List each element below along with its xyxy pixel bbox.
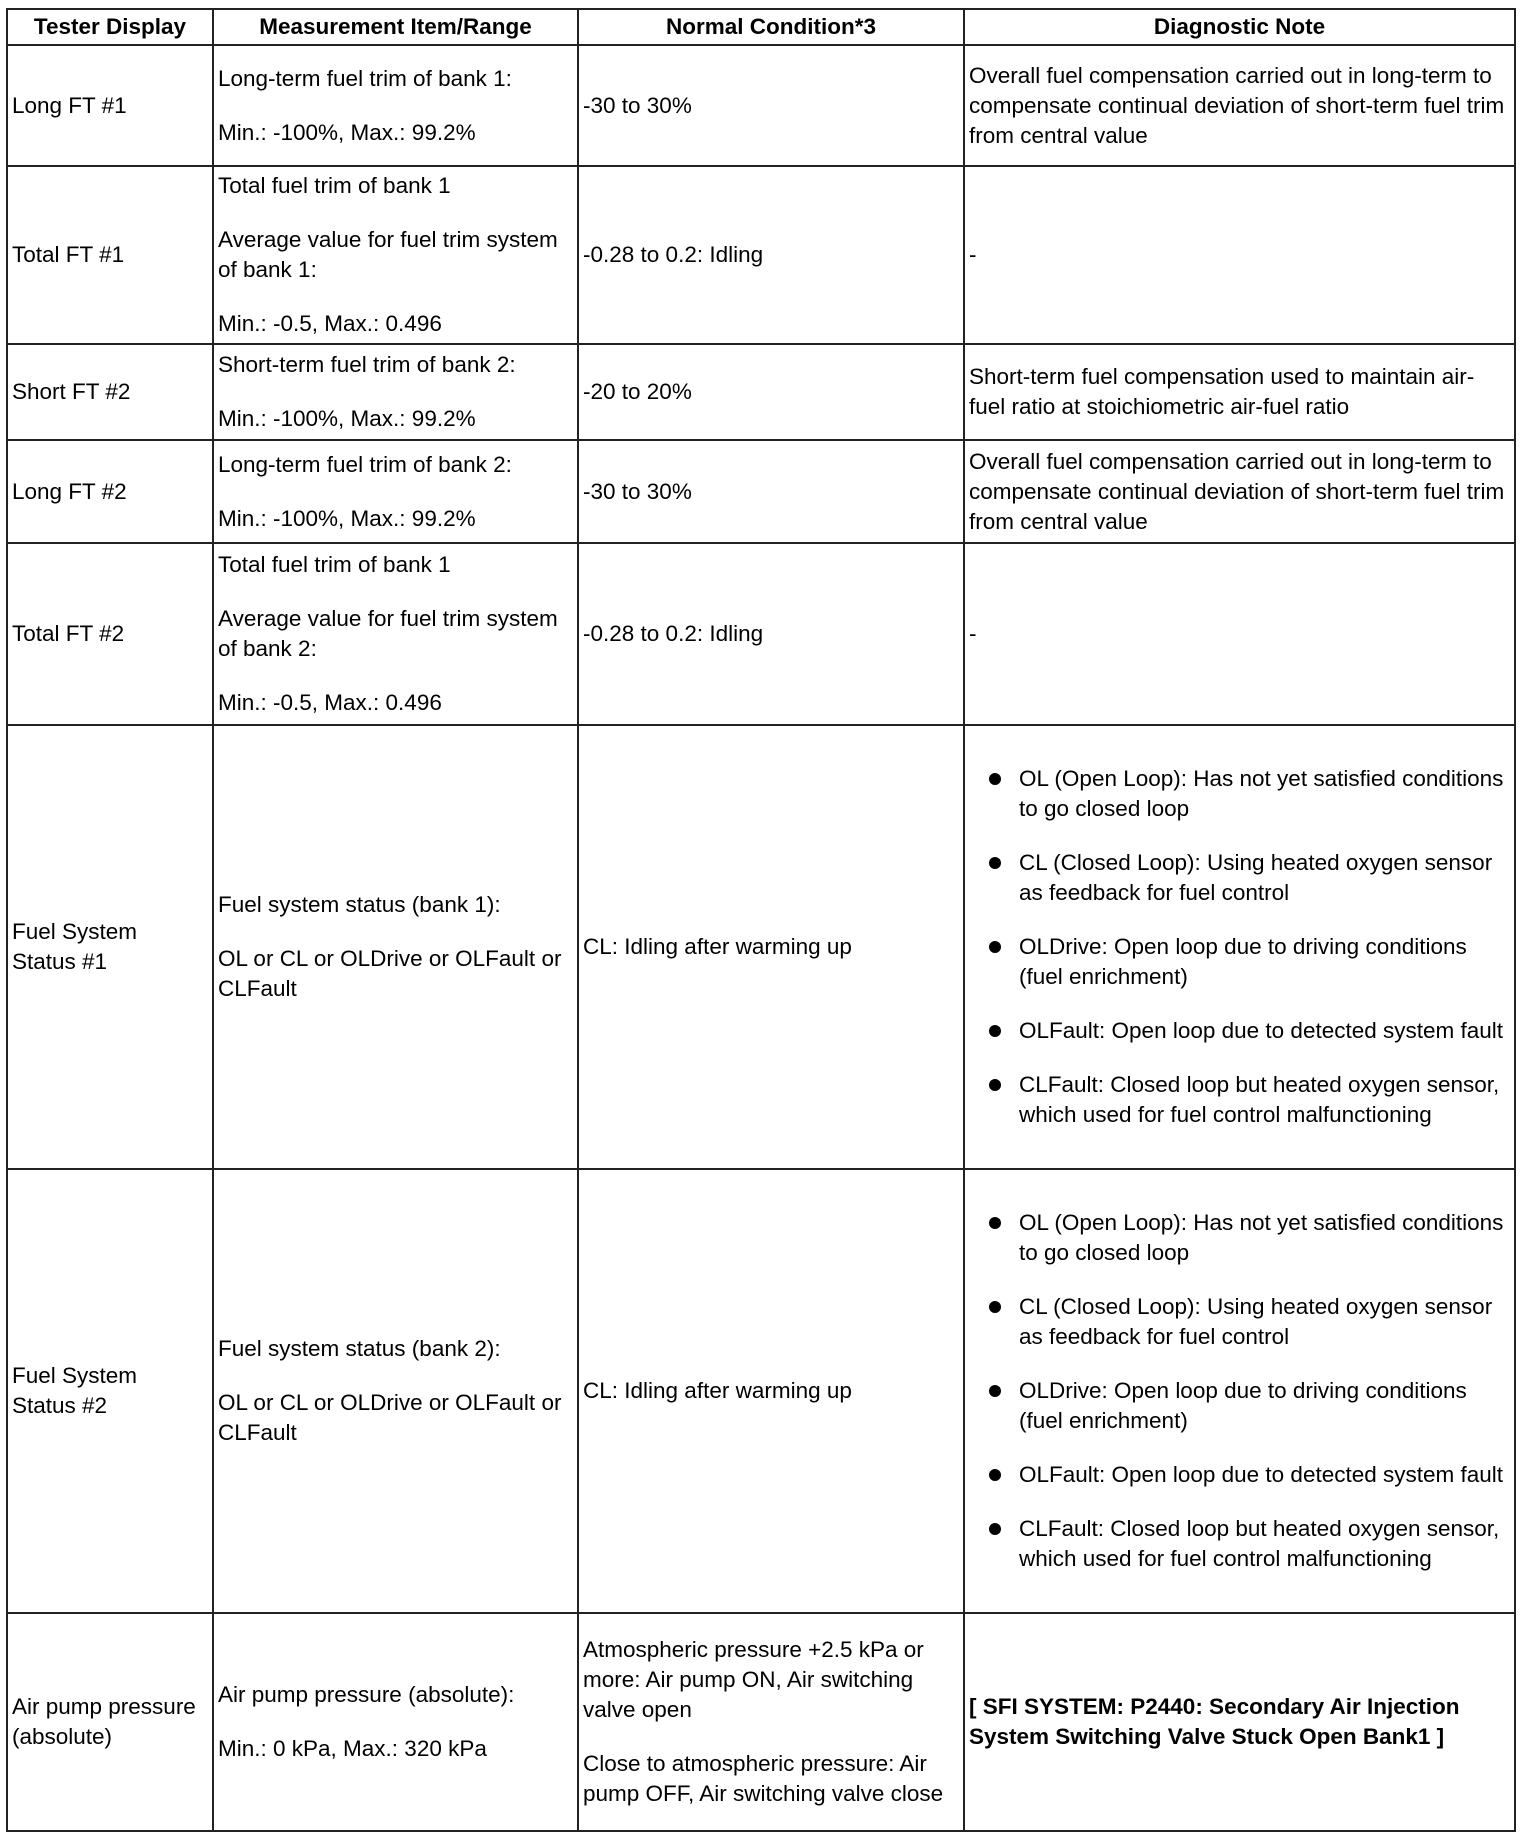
measurement-item-cell: [213, 1169, 578, 1613]
normal-condition-text: Close to atmospheric pressure: Air pump OFF, Air switching valve close: [583, 1751, 944, 1806]
measurement-line: Short-term fuel trim of bank 2:: [218, 352, 516, 377]
normal-condition-cell: [578, 725, 964, 1169]
header-tester-display: Tester Display: [7, 9, 213, 45]
tester-display-cell: Fuel System Status #2: [7, 1169, 213, 1613]
page: [6, 8, 1514, 1832]
list-item: [969, 764, 1509, 824]
normal-condition-text: -0.28 to 0.2: Idling: [583, 242, 764, 267]
diagnostic-note-cell: Overall fuel compensation carried out in long-term to compensate continual deviation of short-term fuel trim from central value: [964, 440, 1515, 543]
measurement-item-cell: [213, 543, 578, 725]
measurement-line: Fuel system status (bank 2):: [218, 1336, 501, 1361]
measurement-item-cell: [213, 440, 578, 543]
list-item: [969, 1292, 1509, 1352]
measurement-line: Min.: -100%, Max.: 99.2%: [218, 119, 476, 145]
list-item: [969, 1460, 1509, 1490]
list-item: [969, 1208, 1509, 1268]
diagnostic-note-cell: Overall fuel compensation carried out in long-term to compensate continual deviation of short-term fuel trim from central value: [964, 45, 1515, 166]
list-item: [969, 1016, 1509, 1046]
table-row: [7, 543, 1515, 725]
normal-condition-cell: [578, 166, 964, 344]
tester-display-cell: Long FT #1: [7, 45, 213, 166]
normal-condition-cell: [578, 1169, 964, 1613]
table-row: [7, 166, 1515, 344]
tester-display-cell: Fuel System Status #1: [7, 725, 213, 1169]
bullet-text: OL (Open Loop): Has not yet satisfied conditions to go closed loop: [1019, 766, 1504, 821]
bullet-text: CLFault: Closed loop but heated oxygen sensor, which used for fuel control malfunctioning: [1019, 1072, 1500, 1127]
bullet-text: OLDrive: Open loop due to driving conditions (fuel enrichment): [1019, 1378, 1467, 1433]
measurement-item-cell: [213, 725, 578, 1169]
bullet-icon: [989, 1523, 1001, 1535]
diagnostic-note-cell: [964, 725, 1515, 1169]
bullet-icon: [989, 941, 1001, 953]
list-item: [969, 1070, 1509, 1130]
table-row: [7, 1613, 1515, 1831]
measurement-line: Fuel system status (bank 1):: [218, 892, 501, 917]
tester-display-cell: Long FT #2: [7, 440, 213, 543]
diagnostic-note-cell: -: [964, 543, 1515, 725]
measurement-line: Average value for fuel trim system of bank 1:: [218, 227, 558, 282]
bullet-icon: [989, 1025, 1001, 1037]
normal-condition-cell: [578, 45, 964, 166]
measurement-line: Min.: -100%, Max.: 99.2%: [218, 406, 476, 431]
normal-condition-cell: [578, 344, 964, 440]
bullet-text: OLFault: Open loop due to detected system fault: [1019, 1018, 1504, 1043]
data-list-table: [6, 8, 1516, 1832]
measurement-line: Min.: -100%, Max.: 99.2%: [218, 505, 476, 531]
normal-condition-cell: [578, 543, 964, 725]
list-item: [969, 1514, 1509, 1574]
bullet-text: OLDrive: Open loop due to driving conditions (fuel enrichment): [1019, 934, 1467, 989]
diagnostic-note-cell: [964, 1169, 1515, 1613]
table-row: [7, 45, 1515, 166]
measurement-line: OL or CL or OLDrive or OLFault or CLFault: [218, 946, 562, 1001]
bullet-icon: [989, 1469, 1001, 1481]
tester-display-cell: Short FT #2: [7, 344, 213, 440]
bullet-icon: [989, 1385, 1001, 1397]
bullet-text: CL (Closed Loop): Using heated oxygen sensor as feedback for fuel control: [1019, 850, 1493, 905]
normal-condition-cell: [578, 1613, 964, 1831]
bullet-text: OLFault: Open loop due to detected system fault: [1019, 1462, 1504, 1487]
bullet-icon: [989, 773, 1001, 785]
normal-condition-text: CL: Idling after warming up: [583, 934, 852, 959]
table-row: [7, 725, 1515, 1169]
normal-condition-text: -30 to 30%: [583, 478, 692, 504]
list-item: [969, 932, 1509, 992]
measurement-item-cell: [213, 1613, 578, 1831]
measurement-line: Long-term fuel trim of bank 1:: [218, 65, 512, 91]
bullet-text: CL (Closed Loop): Using heated oxygen sensor as feedback for fuel control: [1019, 1294, 1493, 1349]
measurement-item-cell: [213, 344, 578, 440]
bullet-text: OL (Open Loop): Has not yet satisfied conditions to go closed loop: [1019, 1210, 1504, 1265]
measurement-line: Total fuel trim of bank 1: [218, 173, 451, 198]
table-row: [7, 1169, 1515, 1613]
list-item: [969, 848, 1509, 908]
list-item: [969, 1376, 1509, 1436]
measurement-line: OL or CL or OLDrive or OLFault or CLFault: [218, 1390, 562, 1445]
diagnostic-bullet-list: [969, 1208, 1509, 1574]
tester-display-cell: Air pump pressure (absolute): [7, 1613, 213, 1831]
tester-display-cell: Total FT #2: [7, 543, 213, 725]
measurement-line: Total fuel trim of bank 1: [218, 552, 451, 577]
bullet-icon: [989, 857, 1001, 869]
tester-display-cell: Total FT #1: [7, 166, 213, 344]
bullet-icon: [989, 1301, 1001, 1313]
measurement-line: Air pump pressure (absolute):: [218, 1682, 515, 1707]
measurement-item-cell: [213, 45, 578, 166]
normal-condition-text: -0.28 to 0.2: Idling: [583, 621, 764, 646]
header-diagnostic-note: Diagnostic Note: [964, 9, 1515, 45]
bullet-text: CLFault: Closed loop but heated oxygen sensor, which used for fuel control malfunctioning: [1019, 1516, 1500, 1571]
measurement-line: Min.: 0 kPa, Max.: 320 kPa: [218, 1736, 487, 1761]
header-normal-condition: Normal Condition*3: [578, 9, 964, 45]
normal-condition-text: CL: Idling after warming up: [583, 1378, 852, 1403]
normal-condition-text: Atmospheric pressure +2.5 kPa or more: Air pump ON, Air switching valve open: [583, 1637, 924, 1722]
measurement-line: Min.: -0.5, Max.: 0.496: [218, 690, 442, 715]
table-row: [7, 344, 1515, 440]
dtc-reference-link[interactable]: [ SFI SYSTEM: P2440: Secondary Air Injection System Switching Valve Stuck Open Bank1 ]: [964, 1613, 1515, 1831]
table-row: [7, 440, 1515, 543]
bullet-icon: [989, 1217, 1001, 1229]
normal-condition-text: -20 to 20%: [583, 379, 692, 404]
normal-condition-cell: [578, 440, 964, 543]
header-measurement-item: Measurement Item/Range: [213, 9, 578, 45]
measurement-item-cell: [213, 166, 578, 344]
measurement-line: Average value for fuel trim system of bank 2:: [218, 606, 558, 661]
bullet-icon: [989, 1079, 1001, 1091]
diagnostic-note-cell: -: [964, 166, 1515, 344]
header-row: [7, 9, 1515, 45]
measurement-line: Min.: -0.5, Max.: 0.496: [218, 311, 442, 336]
diagnostic-bullet-list: [969, 764, 1509, 1130]
diagnostic-note-cell: Short-term fuel compensation used to maintain air-fuel ratio at stoichiometric air-fuel ratio: [964, 344, 1515, 440]
measurement-line: Long-term fuel trim of bank 2:: [218, 451, 512, 477]
normal-condition-text: -30 to 30%: [583, 92, 692, 118]
